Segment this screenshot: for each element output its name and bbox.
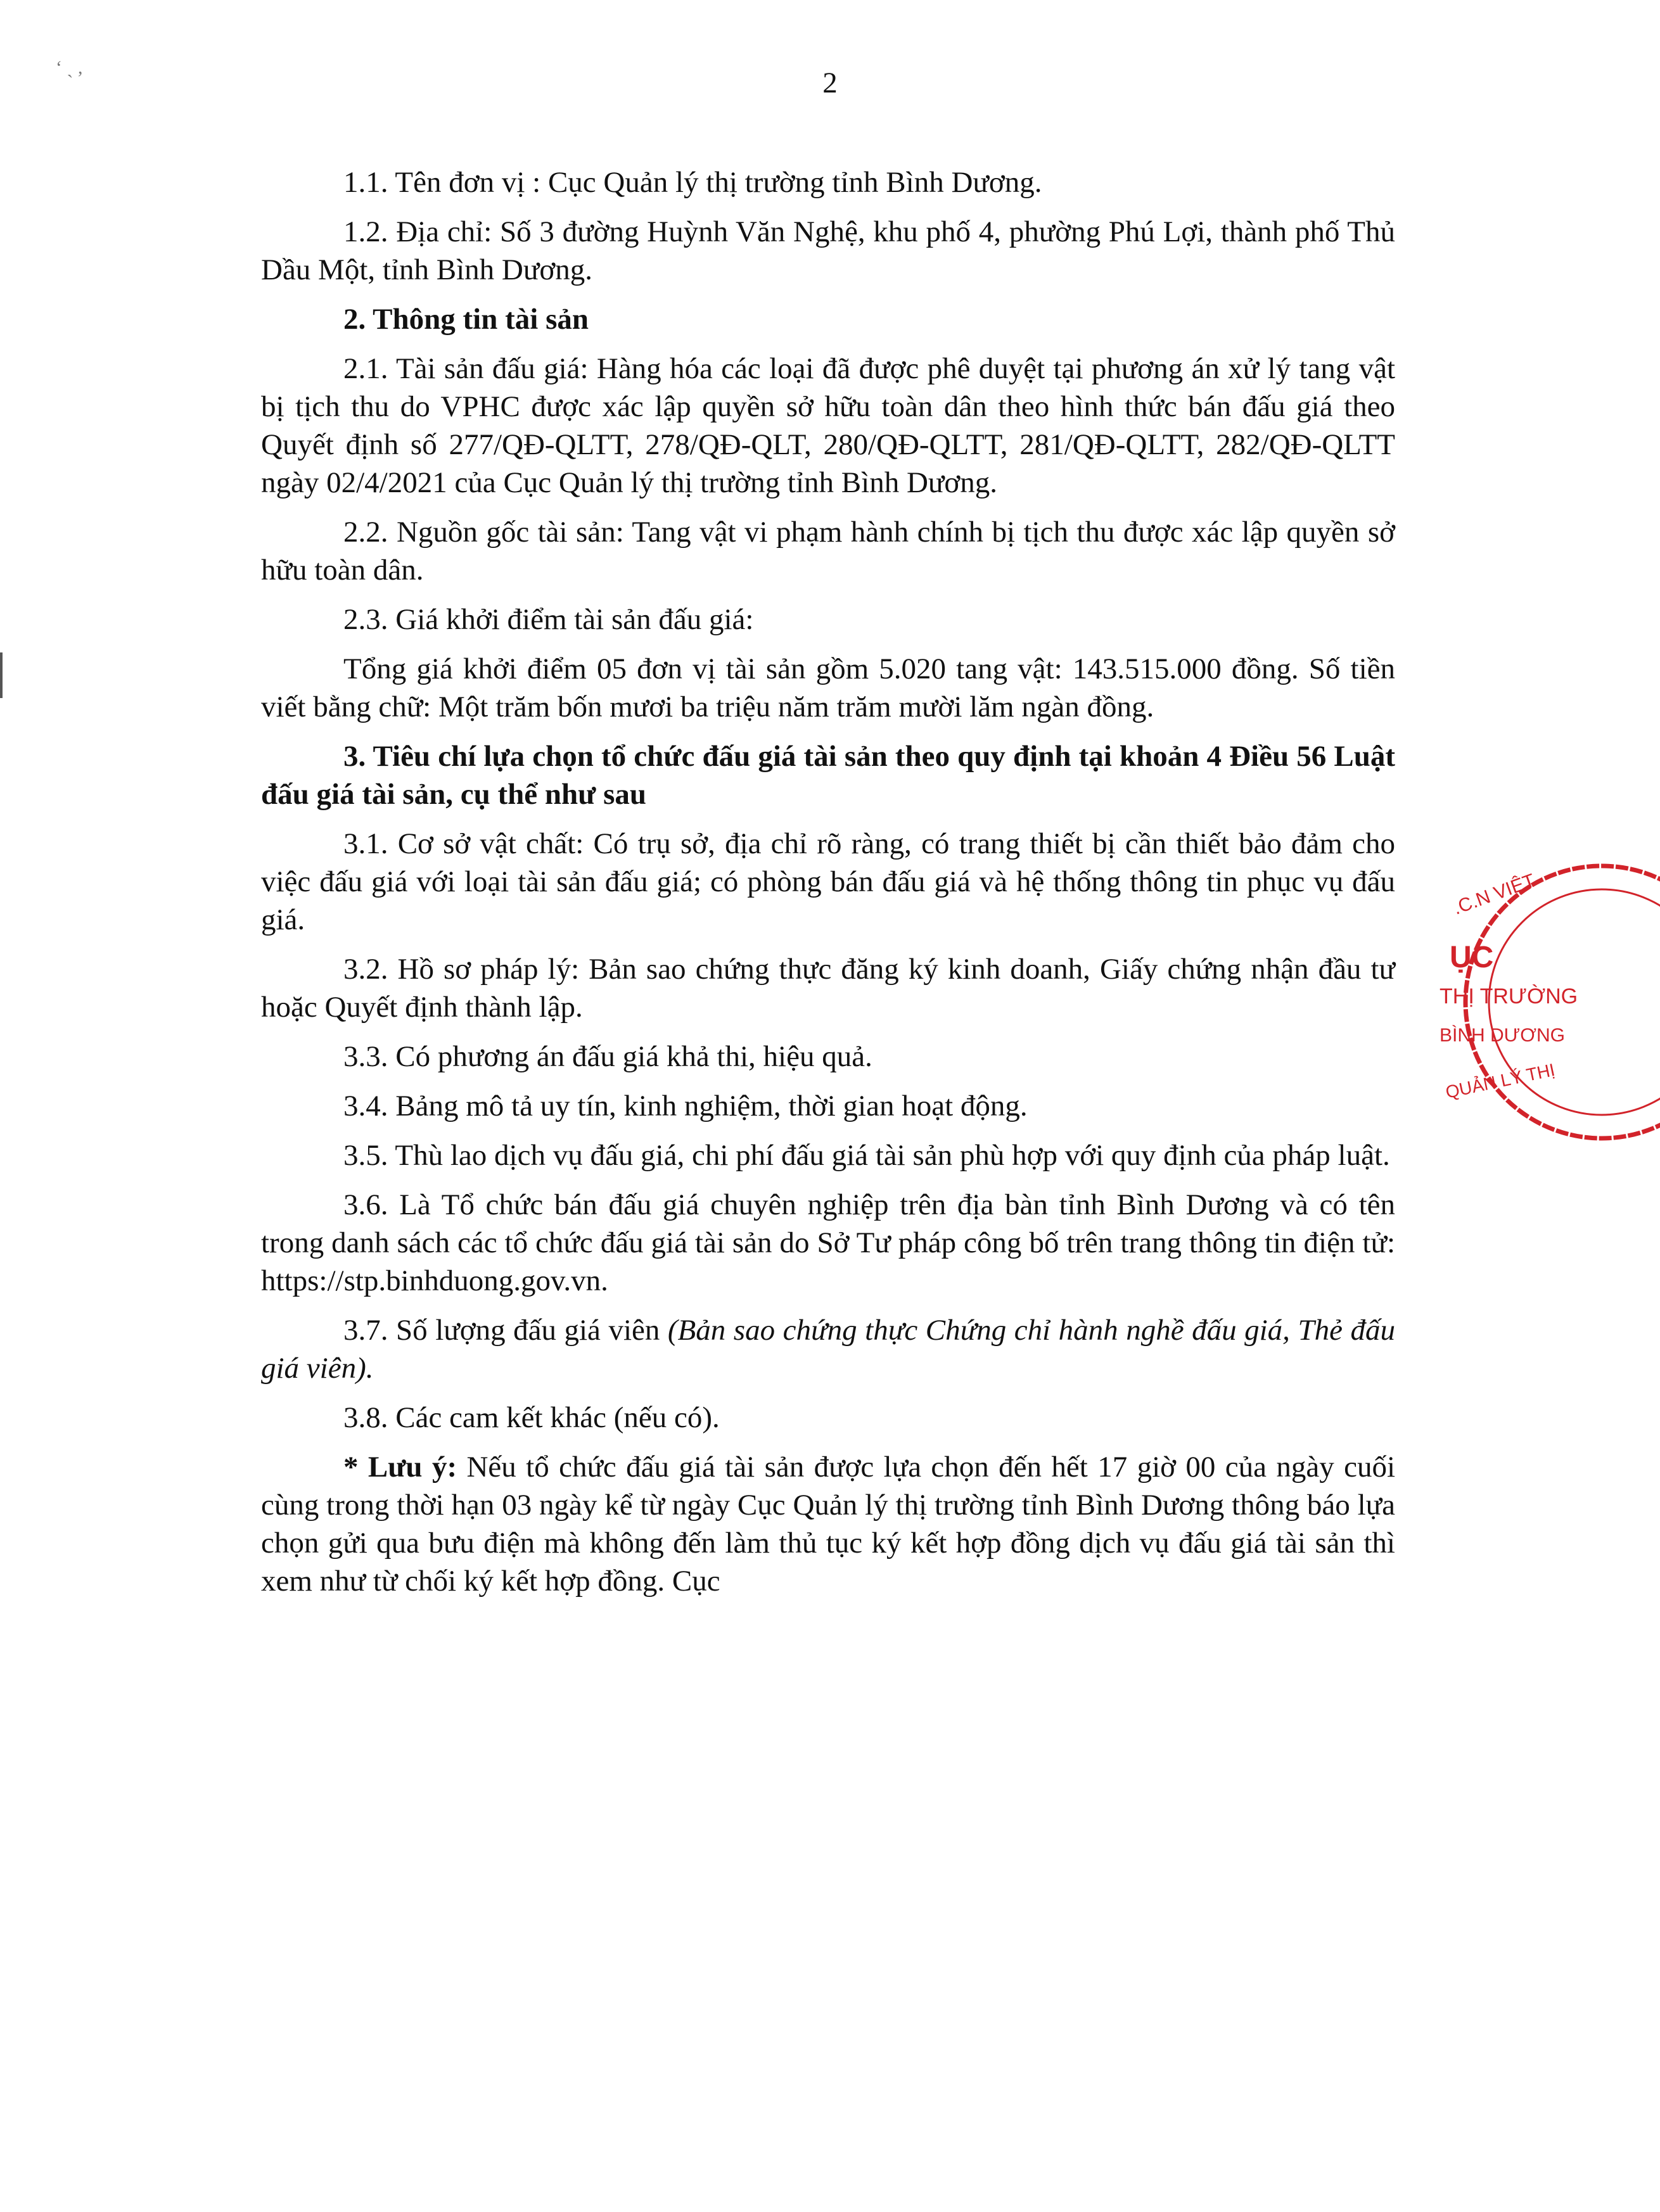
paragraph-3-7-note: (Bản sao chứng thực Chứng chỉ hành nghề đấu giá, Thẻ đấu giá viên). — [261, 1314, 1395, 1385]
paragraph-3-6: 3.6. Là Tổ chức bán đấu giá chuyên nghiệp trên địa bàn tỉnh Bình Dương và có tên trong danh sách các tổ chức đấu giá tài sản do Sở Tư pháp công bố trên trang thông tin điện tử: https://stp.binhduong.gov.vn. — [261, 1188, 1395, 1297]
paragraph-3-5: 3.5. Thù lao dịch vụ đấu giá, chi phí đấu giá tài sản phù hợp với quy định của pháp luật. — [343, 1139, 1390, 1172]
page-number: 2 — [822, 67, 838, 99]
scan-corner-mark: ‘ ˎ , — [56, 57, 83, 78]
section-3-heading: 3. Tiêu chí lựa chọn tổ chức đấu giá tài sản theo quy định tại khoản 4 Điều 56 Luật đấu giá tài sản, cụ thể như sau — [261, 740, 1395, 811]
paragraph-2-1: 2.1. Tài sản đấu giá: Hàng hóa các loại đã được phê duyệt tại phương án xử lý tang vật bị tịch thu do VPHC được xác lập quyền sở hữu toàn dân theo hình thức bán đấu giá theo Quyết định số 277/QĐ-QLTT, 278/QĐ-QLT, 280/QĐ-QLTT, 281/QĐ-QLTT, 282/QĐ-QLTT ngày 02/4/2021 của Cục Quản lý thị trường tỉnh Bình Dương. — [261, 352, 1395, 499]
paragraph-2-2: 2.2. Nguồn gốc tài sản: Tang vật vi phạm hành chính bị tịch thu được xác lập quyền sở hữu toàn dân. — [261, 516, 1395, 587]
paragraph-3-4: 3.4. Bảng mô tả uy tín, kinh nghiệm, thời gian hoạt động. — [343, 1090, 1028, 1122]
seal-text-bottom: QUẢN LÝ THỊ — [1443, 1060, 1557, 1102]
paragraph-3-8: 3.8. Các cam kết khác (nếu có). — [343, 1401, 720, 1434]
note-paragraph — [261, 1448, 1395, 1600]
seal-text-binh-duong: BÌNH DƯƠNG — [1440, 1025, 1566, 1046]
section-2-heading: 2. Thông tin tài sản — [343, 303, 589, 336]
note-label: * Lưu ý: — [343, 1451, 457, 1484]
scan-edge-mark — [0, 652, 3, 698]
paragraph-3-7-lead: 3.7. Số lượng đấu giá viên — [343, 1314, 668, 1347]
paragraph-3-3: 3.3. Có phương án đấu giá khả thi, hiệu quả. — [343, 1040, 872, 1073]
document-body — [261, 163, 1395, 1611]
seal-text-thi-truong: THỊ TRƯỜNG — [1440, 984, 1578, 1008]
official-seal-stamp — [1431, 856, 1640, 1148]
paragraph-1-2: 1.2. Địa chỉ: Số 3 đường Huỳnh Văn Nghệ, khu phố 4, phường Phú Lợi, thành phố Thủ Dầu Một, tỉnh Bình Dương. — [261, 215, 1395, 286]
paragraph-2-3: 2.3. Giá khởi điểm tài sản đấu giá: — [343, 603, 754, 636]
paragraph-2-3-detail: Tổng giá khởi điểm 05 đơn vị tài sản gồm 5.020 tang vật: 143.515.000 đồng. Số tiền viết bằng chữ: Một trăm bốn mươi ba triệu năm trăm mười lăm ngàn đồng. — [261, 652, 1395, 723]
seal-text-top: .C.N VIỆT — [1450, 870, 1538, 919]
paragraph-3-2: 3.2. Hồ sơ pháp lý: Bản sao chứng thực đăng ký kinh doanh, Giấy chứng nhận đầu tư hoặc Quyết định thành lập. — [261, 953, 1395, 1024]
seal-text-cuc: ỤC — [1450, 941, 1494, 974]
paragraph-3-1: 3.1. Cơ sở vật chất: Có trụ sở, địa chỉ rõ ràng, có trang thiết bị cần thiết bảo đảm cho việc đấu giá với loại tài sản đấu giá; có phòng bán đấu giá và hệ thống thông tin phục vụ đấu giá. — [261, 827, 1395, 936]
note-text: Nếu tổ chức đấu giá tài sản được lựa chọn đến hết 17 giờ 00 của ngày cuối cùng trong thời hạn 03 ngày kể từ ngày Cục Quản lý thị trường tỉnh Bình Dương thông báo lựa chọn gửi qua bưu điện mà không đến làm thủ tục ký kết hợp đồng dịch vụ đấu giá tài sản thì xem như từ chối ký kết hợp đồng. Cục — [261, 1451, 1396, 1598]
paragraph-1-1: 1.1. Tên đơn vị : Cục Quản lý thị trường tỉnh Bình Dương. — [343, 166, 1042, 199]
paragraph-3-7 — [261, 1311, 1395, 1387]
